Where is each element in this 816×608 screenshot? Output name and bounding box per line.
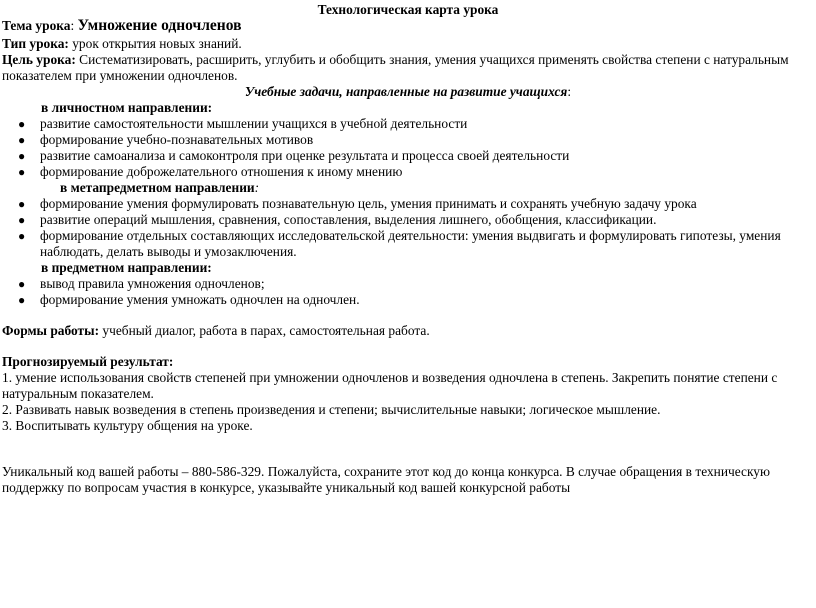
work-forms-value: учебный диалог, работа в парах, самостоятельная работа. [99, 323, 430, 338]
work-forms-label: Формы работы: [2, 323, 100, 338]
list-item: ● развитие самостоятельности мышлении учащихся в учебной деятельности [18, 116, 468, 131]
list-item: ● развитие операций мышления, сравнения, сопоставления, выделения лишнего, обобщения, классификации. [18, 212, 657, 227]
result-line-2: натуральным показателем. [2, 386, 154, 401]
bullet-icon: ● [18, 229, 26, 243]
list-item: ● формирование умения формулировать познавательную цель, умения принимать и сохранять учебную задачу урока [18, 196, 697, 211]
list-item: ● формирование отдельных составляющих исследовательской деятельности: умения выдвигать и формулировать гипотезы, умения [18, 228, 781, 243]
bullet-icon: ● [18, 165, 26, 179]
bullet-icon: ● [18, 149, 26, 163]
results-heading: Прогнозируемый результат: [2, 354, 174, 369]
work-forms [2, 323, 802, 339]
tasks-heading [2, 84, 814, 100]
list-item: ● формирование доброжелательного отношения к иному мнению [18, 164, 403, 179]
topic-label: Тема урока [2, 18, 71, 33]
result-line-1: 1. умение использования свойств степеней при умножении одночленов и возведения одночлена в степень. Закрепить понятие степени с [2, 370, 778, 385]
bullet-icon: ● [18, 117, 26, 131]
list-item: ● вывод правила умножения одночленов; [18, 276, 265, 291]
goal-text-2: показателем при умножении одночленов. [2, 68, 238, 83]
lesson-topic [2, 18, 802, 34]
bullet-icon: ● [18, 197, 26, 211]
bullet-icon: ● [18, 133, 26, 147]
list-item: ● формирование умения умножать одночлен на одночлен. [18, 292, 360, 307]
personal-heading: в личностном направлении: [41, 100, 213, 115]
footer-code-line-1: Уникальный код вашей работы – 880-586-329. Пожалуйста, сохраните этот код до конца конкурса. В случае обращения в техническую [2, 464, 770, 479]
tasks-heading-colon: : [567, 84, 572, 99]
tasks-heading-text: Учебные задачи, направленные на развитие учащихся [244, 84, 568, 99]
goal-label: Цель урока: [2, 52, 76, 67]
meta-heading: в метапредметном направлении: [60, 180, 260, 195]
topic-value: Умножение одночленов [77, 17, 242, 34]
lesson-goal-line-1 [2, 52, 802, 68]
subject-heading: в предметном направлении: [41, 260, 212, 275]
lesson-type-label: Тип урока: [2, 36, 69, 51]
footer-code-line-2: поддержку по вопросам участия в конкурсе, указывайте уникальный код вашей конкурсной работы [2, 480, 571, 495]
bullet-icon: ● [18, 213, 26, 227]
list-item: ● формирование учебно-познавательных мотивов [18, 132, 314, 147]
topic-separator: : [70, 18, 75, 33]
result-line-4: 3. Воспитывать культуру общения на уроке. [2, 418, 253, 433]
lesson-type-value: урок открытия новых знаний. [68, 36, 242, 51]
result-line-3: 2. Развивать навык возведения в степень произведения и степени; вычислительные навыки; логическое мышление. [2, 402, 661, 417]
list-item: ● развитие самоанализа и самоконтроля при оценке результата и процесса своей деятельности [18, 148, 570, 163]
lesson-type [2, 36, 802, 52]
list-item-continuation: наблюдать, делать выводы и умозаключения. [40, 244, 297, 259]
bullet-icon: ● [18, 293, 26, 307]
goal-text-1: Систематизировать, расширить, углубить и обобщить знания, умения учащихся применять свойства степени с натуральным [75, 52, 789, 67]
bullet-icon: ● [18, 277, 26, 291]
document-title: Технологическая карта урока [317, 2, 499, 17]
